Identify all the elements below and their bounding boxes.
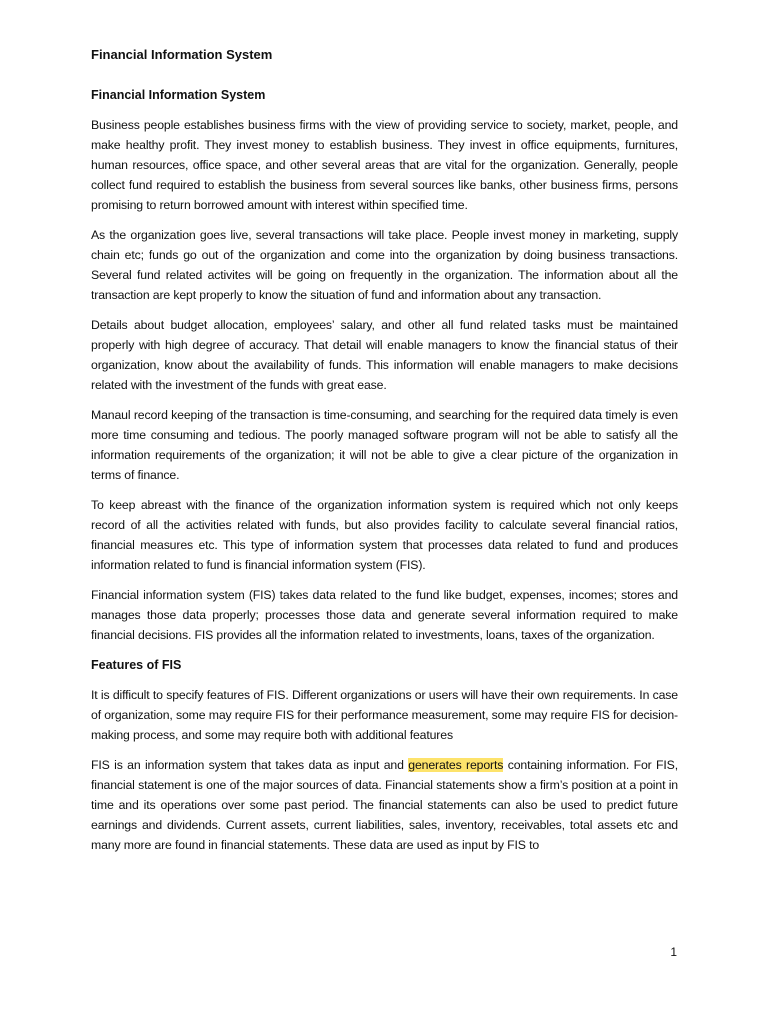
page-number: 1 <box>670 945 677 959</box>
final-paragraph <box>91 755 678 855</box>
paragraph-4: Manaul record keeping of the transaction is time-consuming, and searching for the required data timely is even more time consuming and tedious. The poorly managed software program will not be able to satisfy all the information requirements of the organization; it will not be able to give a clear picture of the organization in terms of finance. <box>91 408 678 482</box>
features-paragraph: It is difficult to specify features of FIS. Different organizations or users will have their own requirements. In case of organization, some may require FIS for their performance measurement, some may require FIS for decision-making process, and some may require both with additional features <box>91 688 678 742</box>
paragraph-3: Details about budget allocation, employees’ salary, and other all fund related tasks must be maintained properly with high degree of accuracy. That detail will enable managers to know the financial status of their organization, know about the availability of funds. This information will enable managers to make decisions related with the investment of the funds with great ease. <box>91 318 678 392</box>
section-heading: Financial Information System <box>91 88 266 102</box>
highlighted-text: generates reports <box>408 758 504 772</box>
final-paragraph-text-end: containing information. For FIS, financial statement is one of the major sources of data. Financial statements show a firm’s position at a point in time and its operations over some past period. The financial statements can also be used to predict future earnings and dividends. Current assets, current liabilities, sales, inventory, receivables, total assets etc and many more are found in financial statements. These data are used as input by FIS to <box>91 758 678 852</box>
paragraph-6: Financial information system (FIS) takes data related to the fund like budget, expenses, incomes; stores and manages those data properly; processes those data and generate several information required to make financial decisions. FIS provides all the information related to investments, loans, taxes of the organization. <box>91 588 678 642</box>
final-paragraph-text-start: FIS is an information system that takes data as input and <box>91 758 409 772</box>
features-heading: Features of FIS <box>91 658 182 672</box>
document-title: Financial Information System <box>91 47 273 62</box>
paragraph-5: To keep abreast with the finance of the organization information system is required which not only keeps record of all the activities related with funds, but also provides facility to calculate several financial ratios, financial measures etc. This type of information system that processes data related to fund and produces information related to fund is financial information system (FIS). <box>91 498 678 572</box>
page-content <box>91 45 678 865</box>
paragraph-2: As the organization goes live, several transactions will take place. People invest money in marketing, supply chain etc; funds go out of the organization and come into the organization by doing business transactions. Several fund related activites will be going on frequently in the organization. The information about all the transaction are kept properly to know the situation of fund and information about any transaction. <box>91 228 678 302</box>
paragraph-1: Business people establishes business firms with the view of providing service to society, market, people, and make healthy profit. They invest money to establish business. They invest in office equipments, furnitures, human resources, office space, and other several areas that are vital for the organization. Generally, people collect fund required to establish the business from several sources like banks, other business firms, persons promising to return borrowed amount with interest within specified time. <box>91 118 678 212</box>
